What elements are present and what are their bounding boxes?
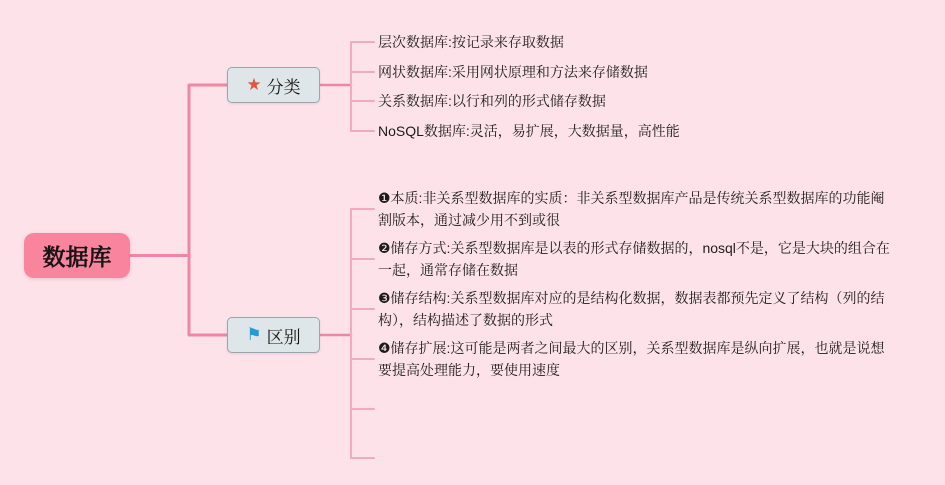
topic-storage-structure[interactable]: ❸储存结构:关系型数据库对应的是结构化数据，数据表都预先定义了结构（列的结构），结构描述了数据的形式 <box>378 290 885 328</box>
topic-relational-db[interactable]: 关系数据库:以行和列的形式储存数据 <box>378 93 606 109</box>
topic-storage-method[interactable]: ❷储存方式:关系型数据库是以表的形式存储数据的，nosql不是，它是大块的组合在一起，通常存储在数据 <box>378 240 890 278</box>
topic-storage-scaling[interactable]: ❹储存扩展:这可能是两者之间最大的区别，关系型数据库是纵向扩展，也就是说想要提高处理能力，要使用速度 <box>378 340 885 378</box>
root-topic[interactable] <box>24 233 130 278</box>
branch-label: 分类 <box>266 77 301 97</box>
flag-icon: ⚑ <box>246 324 262 344</box>
topic-network-db[interactable]: 网状数据库:采用网状原理和方法来存储数据 <box>378 64 648 80</box>
topic-nosql-db[interactable]: NoSQL数据库:灵活，易扩展，大数据量，高性能 <box>378 123 680 139</box>
star-icon: ★ <box>246 74 262 94</box>
topic-hierarchical-db[interactable]: 层次数据库:按记录来存取数据 <box>378 34 564 50</box>
topic-essence[interactable]: ❶本质:非关系型数据库的实质：非关系型数据库产品是传统关系型数据库的功能阉割版本，通过减少用不到或很 <box>378 190 885 228</box>
branch-node-classification[interactable] <box>227 67 320 103</box>
branch-node-difference[interactable] <box>227 317 320 353</box>
root-topic-label: 数据库 <box>42 244 112 270</box>
branch-label: 区别 <box>266 327 301 347</box>
